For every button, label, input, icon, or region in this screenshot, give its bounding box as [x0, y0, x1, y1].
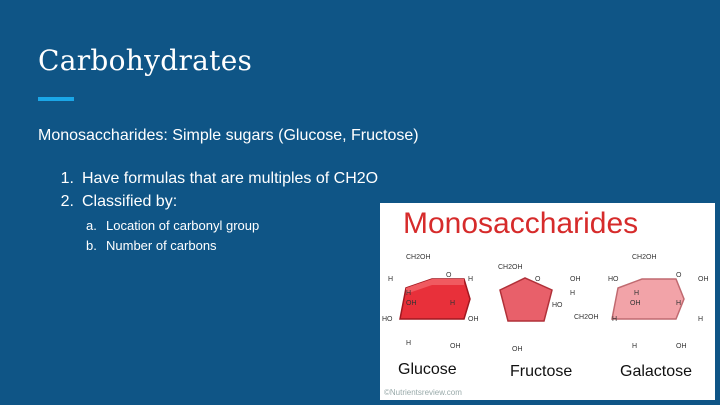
figure-watermark: ©Nutrientsreview.com	[384, 388, 462, 397]
galactose-h-label-2: H	[676, 300, 682, 307]
galactose-o-label: O	[676, 272, 682, 279]
list-text: Have formulas that are multiples of CH2O	[82, 170, 379, 187]
fructose-o-label: O	[535, 276, 541, 283]
galactose-ch2oh-label: CH2OH	[632, 254, 657, 261]
glucose-h-label-1: H	[388, 276, 394, 283]
sub-list-text: Location of carbonyl group	[106, 218, 260, 233]
glucose-o-label: O	[446, 272, 452, 279]
fructose-h-label: H	[570, 290, 576, 297]
glucose-oh-label-2: OH	[468, 316, 479, 323]
glucose-caption: Glucose	[398, 361, 457, 378]
galactose-oh-label-1: OH	[698, 276, 709, 283]
title-accent-bar	[38, 97, 74, 101]
glucose-ch2oh-label: CH2OH	[406, 254, 431, 261]
sub-list-item	[86, 238, 259, 258]
glucose-oh-label-1: OH	[406, 300, 417, 307]
glucose-h-label-2: H	[468, 276, 474, 283]
galactose-h-label-4: H	[698, 316, 704, 323]
list-number: 1.	[60, 170, 74, 187]
list-number: 2.	[60, 193, 74, 210]
list-item	[38, 170, 378, 193]
fructose-ho-label: HO	[552, 302, 563, 309]
monosaccharides-figure	[380, 203, 715, 400]
galactose-oh-label-2: OH	[630, 300, 641, 307]
sub-list-letter: b.	[86, 238, 97, 253]
galactose-oh-label-3: OH	[676, 343, 687, 350]
glucose-h-label-3: H	[406, 290, 412, 297]
glucose-oh-label-3: OH	[450, 343, 461, 350]
fructose-ring	[500, 278, 552, 321]
fructose-ch2oh-label: CH2OH	[498, 264, 523, 271]
galactose-h-label-5: H	[632, 343, 638, 350]
galactose-h-label-1: H	[634, 290, 640, 297]
sub-list-letter: a.	[86, 218, 97, 233]
sub-list-text: Number of carbons	[106, 238, 217, 253]
list-item	[38, 193, 378, 216]
sub-list-item	[86, 218, 259, 238]
galactose-ring	[612, 279, 684, 319]
galactose-caption: Galactose	[620, 363, 693, 380]
glucose-h-label-5: H	[406, 340, 412, 347]
list-text: Classified by:	[82, 193, 178, 210]
numbered-list	[38, 170, 379, 253]
sub-list	[86, 218, 259, 258]
glucose-ho-label: HO	[382, 316, 393, 323]
glucose-h-label-4: H	[450, 300, 456, 307]
galactose-h-label-3: H	[612, 316, 618, 323]
galactose-ho-label: HO	[608, 276, 619, 283]
fructose-oh-label-2: OH	[512, 346, 523, 353]
figure-title: Monosaccharides	[403, 207, 639, 240]
fructose-ch2oh-label-2: CH2OH	[574, 314, 599, 321]
slide-subtitle: Monosaccharides: Simple sugars (Glucose, Fructose)	[38, 127, 419, 144]
slide-title: Carbohydrates	[38, 44, 253, 77]
fructose-oh-label-1: OH	[570, 276, 581, 283]
fructose-caption: Fructose	[510, 363, 573, 380]
